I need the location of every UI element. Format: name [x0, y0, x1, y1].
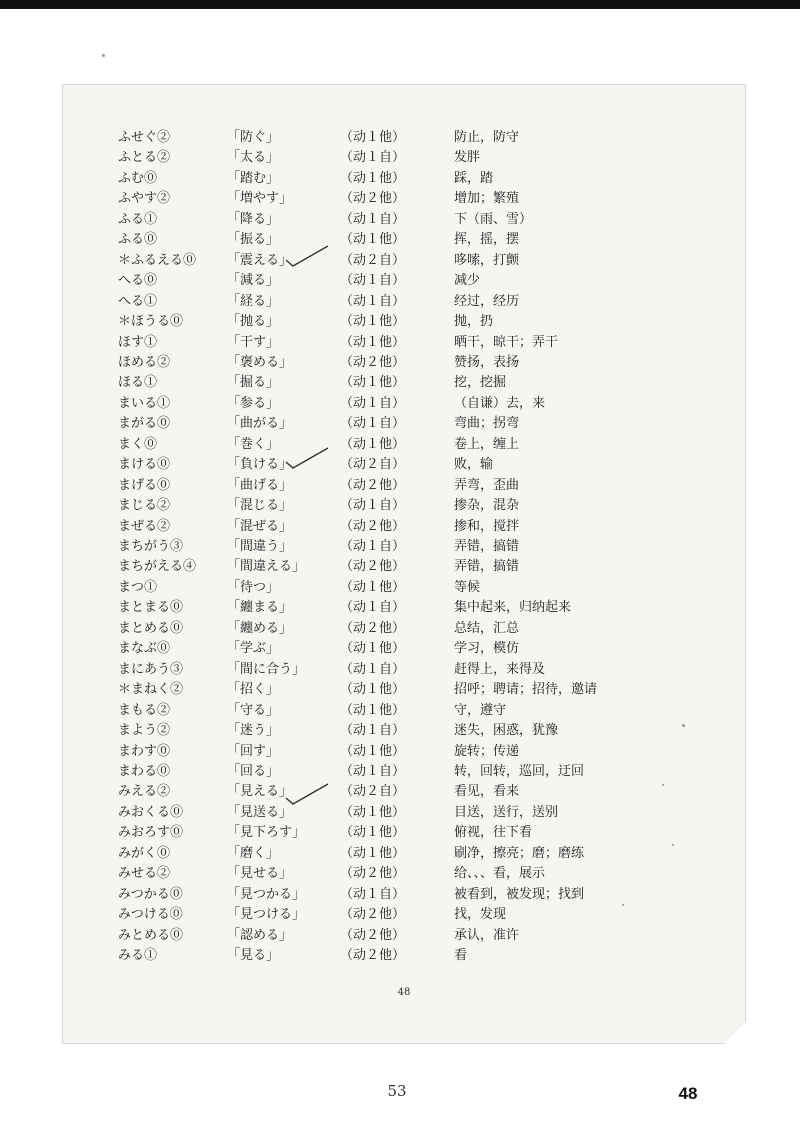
- check-mark-icon: [284, 446, 330, 470]
- entry-meaning: 被看到，被发现；找到: [454, 886, 585, 902]
- entry-reading: ふせぐ②: [118, 130, 171, 145]
- vocab-entry: [62, 189, 746, 209]
- vocab-entry: [62, 680, 746, 700]
- entry-part-of-speech: （动２他）: [340, 620, 406, 636]
- entry-reading: みとめる⓪: [118, 927, 184, 943]
- vocab-entry: [62, 885, 746, 905]
- entry-reading: まつ①: [118, 579, 158, 595]
- vocab-entry: [62, 312, 746, 332]
- vocab-entry: [62, 844, 746, 864]
- entry-part-of-speech: （动１自）: [340, 293, 406, 309]
- entry-kanji: 「回る」: [227, 763, 280, 779]
- entry-meaning: 减少: [454, 273, 481, 289]
- vocab-entry: [62, 271, 746, 291]
- entry-part-of-speech: （动１自）: [340, 539, 406, 554]
- vocab-entry: [62, 394, 746, 414]
- vocab-entry: [62, 476, 746, 496]
- entry-kanji: 「見つける」: [227, 907, 306, 923]
- vocab-entry: [62, 782, 746, 802]
- entry-reading: ふとる②: [118, 150, 171, 166]
- entry-part-of-speech: （动１他）: [340, 130, 406, 145]
- entry-part-of-speech: （动２他）: [340, 927, 406, 943]
- entry-reading: みがく⓪: [118, 845, 171, 861]
- entry-reading: まがる⓪: [118, 416, 171, 432]
- entry-reading: ふやす②: [118, 191, 171, 207]
- entry-part-of-speech: （动１他）: [340, 232, 406, 248]
- entry-reading: ＊ほうる⓪: [118, 314, 184, 330]
- vocab-entry: [62, 598, 746, 618]
- entry-meaning: 看见，看来: [454, 784, 520, 800]
- entry-part-of-speech: （动１他）: [340, 579, 406, 595]
- vocab-entry: [62, 496, 746, 516]
- entry-meaning: 弄错，搞错: [454, 539, 520, 554]
- entry-meaning: 下（雨、雪）: [454, 211, 533, 227]
- entry-part-of-speech: （动２他）: [340, 354, 406, 370]
- entry-meaning: 俯视，往下看: [454, 825, 533, 841]
- entry-kanji: 「見つかる」: [227, 886, 306, 902]
- entry-part-of-speech: （动１他）: [340, 170, 406, 186]
- entry-kanji: 「見下ろす」: [227, 825, 306, 841]
- entry-part-of-speech: （动１自）: [340, 150, 406, 166]
- entry-kanji: 「経る」: [227, 293, 280, 309]
- entry-kanji: 「纏める」: [227, 620, 293, 636]
- vocab-entry: [62, 639, 746, 659]
- entry-reading: まとまる⓪: [118, 600, 184, 616]
- entry-kanji: 「防ぐ」: [227, 130, 280, 145]
- entry-part-of-speech: （动２他）: [340, 477, 406, 493]
- entry-kanji: 「纏まる」: [227, 600, 293, 616]
- vocab-entry: [62, 864, 746, 884]
- entry-reading: ＊ふるえる⓪: [118, 252, 197, 268]
- check-mark-icon: [284, 782, 330, 806]
- entry-part-of-speech: （动２他）: [340, 866, 406, 882]
- entry-meaning: 招呼；聘请；招待，邀请: [454, 682, 598, 698]
- entry-meaning: 掺杂，混杂: [454, 498, 520, 514]
- entry-reading: へる⓪: [118, 273, 158, 289]
- vocab-entry: [62, 353, 746, 373]
- vocab-entry: [62, 373, 746, 393]
- entry-meaning: 旋转；传递: [454, 743, 520, 759]
- entry-part-of-speech: （动１自）: [340, 211, 406, 227]
- vocab-entry: [62, 905, 746, 925]
- entry-reading: まじる②: [118, 498, 171, 514]
- check-mark-icon: [284, 244, 330, 268]
- entry-meaning: 承认，准许: [454, 927, 520, 943]
- entry-kanji: 「間違える」: [227, 559, 306, 575]
- entry-reading: まいる①: [118, 395, 171, 411]
- entry-reading: まちがう③: [118, 539, 184, 554]
- entry-reading: ほめる②: [118, 354, 171, 370]
- entry-meaning: 看: [454, 948, 468, 963]
- entry-reading: まく⓪: [118, 436, 158, 452]
- entry-kanji: 「間に合う」: [227, 661, 306, 677]
- entry-meaning: 转，回转，巡回，迂回: [454, 763, 585, 779]
- entry-kanji: 「待つ」: [227, 579, 280, 595]
- vocab-entry: [62, 128, 746, 148]
- page-corner-fold: [724, 1022, 746, 1044]
- entry-reading: ふる①: [118, 211, 158, 227]
- entry-reading: へる①: [118, 293, 158, 309]
- entry-kanji: 「参る」: [227, 395, 280, 411]
- entry-part-of-speech: （动２自）: [340, 784, 406, 800]
- entry-kanji: 「認める」: [227, 927, 293, 943]
- entry-reading: まよう②: [118, 723, 171, 739]
- entry-meaning: 晒干，晾干；弄干: [454, 334, 559, 350]
- entry-reading: まける⓪: [118, 457, 171, 473]
- entry-reading: まにあう③: [118, 661, 184, 677]
- entry-meaning: 挖，挖掘: [454, 375, 507, 391]
- entry-part-of-speech: （动１他）: [340, 682, 406, 698]
- entry-kanji: 「振る」: [227, 232, 280, 248]
- entry-reading: ふむ⓪: [118, 170, 158, 186]
- entry-meaning: 掺和，搅拌: [454, 518, 520, 534]
- entry-part-of-speech: （动１自）: [340, 723, 406, 739]
- book-page: [62, 84, 746, 1044]
- entry-meaning: 刷净，擦亮；磨；磨练: [454, 845, 585, 861]
- entry-kanji: 「巻く」: [227, 436, 280, 452]
- entry-reading: まわす⓪: [118, 743, 171, 759]
- vocab-entry: [62, 435, 746, 455]
- entry-part-of-speech: （动２他）: [340, 907, 406, 923]
- entry-meaning: 集中起来，归纳起来: [454, 600, 572, 616]
- entry-meaning: 弯曲；拐弯: [454, 416, 520, 432]
- entry-kanji: 「降る」: [227, 211, 280, 227]
- entry-meaning: 经过，经历: [454, 293, 520, 309]
- entry-meaning: 学习，模仿: [454, 641, 520, 657]
- entry-kanji: 「掘る」: [227, 375, 280, 391]
- entry-part-of-speech: （动２他）: [340, 518, 406, 534]
- entry-part-of-speech: （动１他）: [340, 641, 406, 657]
- vocab-entry: [62, 619, 746, 639]
- printed-page-number: 48: [397, 987, 411, 998]
- entry-kanji: 「褒める」: [227, 354, 293, 370]
- entry-reading: みえる②: [118, 784, 171, 800]
- entry-part-of-speech: （动１他）: [340, 702, 406, 718]
- paper-speck: [102, 54, 105, 57]
- entry-part-of-speech: （动１他）: [340, 845, 406, 861]
- vocab-entry: [62, 230, 746, 250]
- entry-part-of-speech: （动１他）: [340, 334, 406, 350]
- vocab-entry: [62, 578, 746, 598]
- entry-meaning: 赞扬，表扬: [454, 354, 520, 370]
- entry-reading: みつかる⓪: [118, 886, 183, 902]
- entry-part-of-speech: （动１他）: [340, 314, 406, 330]
- entry-kanji: 「見せる」: [227, 866, 293, 882]
- entry-meaning: 目送，送行，送别: [454, 804, 559, 820]
- entry-kanji: 「守る」: [227, 702, 280, 718]
- entry-kanji: 「負ける」: [227, 457, 293, 473]
- vocab-entry: [62, 414, 746, 434]
- entry-kanji: 「減る」: [227, 273, 280, 289]
- entry-meaning: 总结，汇总: [454, 620, 520, 636]
- entry-meaning: 等候: [454, 579, 481, 595]
- entry-part-of-speech: （动２他）: [340, 191, 406, 207]
- entry-reading: ほす①: [118, 334, 158, 350]
- entry-reading: みおくる⓪: [118, 804, 184, 820]
- entry-meaning: 弄弯，歪曲: [454, 477, 520, 493]
- entry-part-of-speech: （动１他）: [340, 436, 406, 452]
- entry-meaning: 发胖: [454, 150, 481, 166]
- entry-kanji: 「見える」: [227, 784, 293, 800]
- vocab-entry: [62, 292, 746, 312]
- entry-part-of-speech: （动２自）: [340, 252, 406, 268]
- entry-kanji: 「学ぶ」: [227, 641, 280, 657]
- vocab-entry: [62, 251, 746, 271]
- entry-reading: ＊まねく②: [118, 682, 184, 698]
- entry-part-of-speech: （动２自）: [340, 457, 406, 473]
- entry-meaning: 挥，摇，摆: [454, 232, 520, 248]
- entry-kanji: 「見る」: [227, 948, 280, 963]
- entry-reading: まもる②: [118, 702, 171, 718]
- entry-part-of-speech: （动２他）: [340, 948, 406, 963]
- entry-reading: まげる⓪: [118, 477, 171, 493]
- entry-part-of-speech: （动１自）: [340, 273, 406, 289]
- vocab-entry: [62, 742, 746, 762]
- entry-meaning: 弄错，搞错: [454, 559, 520, 575]
- entry-reading: みつける⓪: [118, 907, 183, 923]
- vocab-entry: [62, 455, 746, 475]
- entry-kanji: 「曲げる」: [227, 477, 293, 493]
- entry-reading: みおろす⓪: [118, 825, 184, 841]
- vocab-entry: [62, 210, 746, 230]
- entry-part-of-speech: （动１自）: [340, 395, 406, 411]
- entry-kanji: 「混ぜる」: [227, 518, 293, 534]
- vocab-entry: [62, 333, 746, 353]
- vocab-entry: [62, 517, 746, 537]
- entry-reading: みせる②: [118, 866, 171, 882]
- entry-meaning: 守，遵守: [454, 702, 507, 718]
- scan-page-number: 53: [387, 1082, 407, 1100]
- entry-reading: まちがえる④: [118, 559, 197, 575]
- entry-meaning: 抛，扔: [454, 314, 494, 330]
- entry-reading: まとめる⓪: [118, 620, 184, 636]
- entry-part-of-speech: （动１自）: [340, 763, 406, 779]
- entry-part-of-speech: （动１自）: [340, 600, 406, 616]
- entry-kanji: 「太る」: [227, 150, 280, 166]
- entry-part-of-speech: （动１他）: [340, 825, 406, 841]
- entry-kanji: 「回す」: [227, 743, 280, 759]
- vocab-entry: [62, 926, 746, 946]
- entry-kanji: 「招く」: [227, 682, 280, 698]
- vocab-entry: [62, 701, 746, 721]
- entry-reading: まぜる②: [118, 518, 171, 534]
- entry-kanji: 「増やす」: [227, 191, 293, 207]
- entry-kanji: 「磨く」: [227, 845, 280, 861]
- entry-meaning: 败，输: [454, 457, 494, 473]
- entry-reading: まわる⓪: [118, 763, 171, 779]
- vocab-entry: [62, 660, 746, 680]
- entry-meaning: 迷失，困惑，犹豫: [454, 723, 559, 739]
- scanner-edge-bar: [0, 0, 800, 9]
- vocab-entry: [62, 537, 746, 557]
- entry-kanji: 「踏む」: [227, 170, 280, 186]
- entry-kanji: 「混じる」: [227, 498, 293, 514]
- entry-meaning: 增加；繁殖: [454, 191, 520, 207]
- entry-meaning: 给、、、看，展示: [454, 866, 546, 882]
- entry-meaning: 找，发现: [454, 907, 507, 923]
- entry-reading: ふる⓪: [118, 232, 158, 248]
- corner-page-number: 48: [678, 1084, 698, 1103]
- entry-part-of-speech: （动１自）: [340, 416, 406, 432]
- vocab-entry: [62, 148, 746, 168]
- vocab-entry: [62, 557, 746, 577]
- entry-reading: ほる①: [118, 375, 158, 391]
- entry-part-of-speech: （动１自）: [340, 661, 406, 677]
- entry-meaning: 踩，踏: [454, 170, 494, 186]
- vocab-entry: [62, 762, 746, 782]
- vocab-entry: [62, 823, 746, 843]
- entry-kanji: 「干す」: [227, 334, 280, 350]
- entry-part-of-speech: （动１自）: [340, 498, 406, 514]
- entry-meaning: 哆嗦，打颤: [454, 252, 520, 268]
- entry-kanji: 「曲がる」: [227, 416, 293, 432]
- entry-part-of-speech: （动１自）: [340, 886, 406, 902]
- entry-kanji: 「震える」: [227, 252, 293, 268]
- entry-meaning: 防止，防守: [454, 130, 520, 145]
- entry-reading: みる①: [118, 948, 158, 963]
- entry-part-of-speech: （动１他）: [340, 804, 406, 820]
- entry-meaning: 赶得上，来得及: [454, 661, 546, 677]
- entry-meaning: （自谦）去，来: [454, 395, 546, 411]
- vocab-entry: [62, 169, 746, 189]
- entry-kanji: 「抛る」: [227, 314, 280, 330]
- entry-part-of-speech: （动１他）: [340, 375, 406, 391]
- entry-meaning: 卷上，缠上: [454, 436, 520, 452]
- vocab-entry: [62, 946, 746, 966]
- entry-part-of-speech: （动１他）: [340, 743, 406, 759]
- entry-reading: まなぶ⓪: [118, 641, 171, 657]
- entry-kanji: 「見送る」: [227, 804, 293, 820]
- vocab-entry: [62, 721, 746, 741]
- entry-part-of-speech: （动２他）: [340, 559, 406, 575]
- entry-kanji: 「間違う」: [227, 539, 293, 554]
- vocab-entry: [62, 803, 746, 823]
- entry-kanji: 「迷う」: [227, 723, 280, 739]
